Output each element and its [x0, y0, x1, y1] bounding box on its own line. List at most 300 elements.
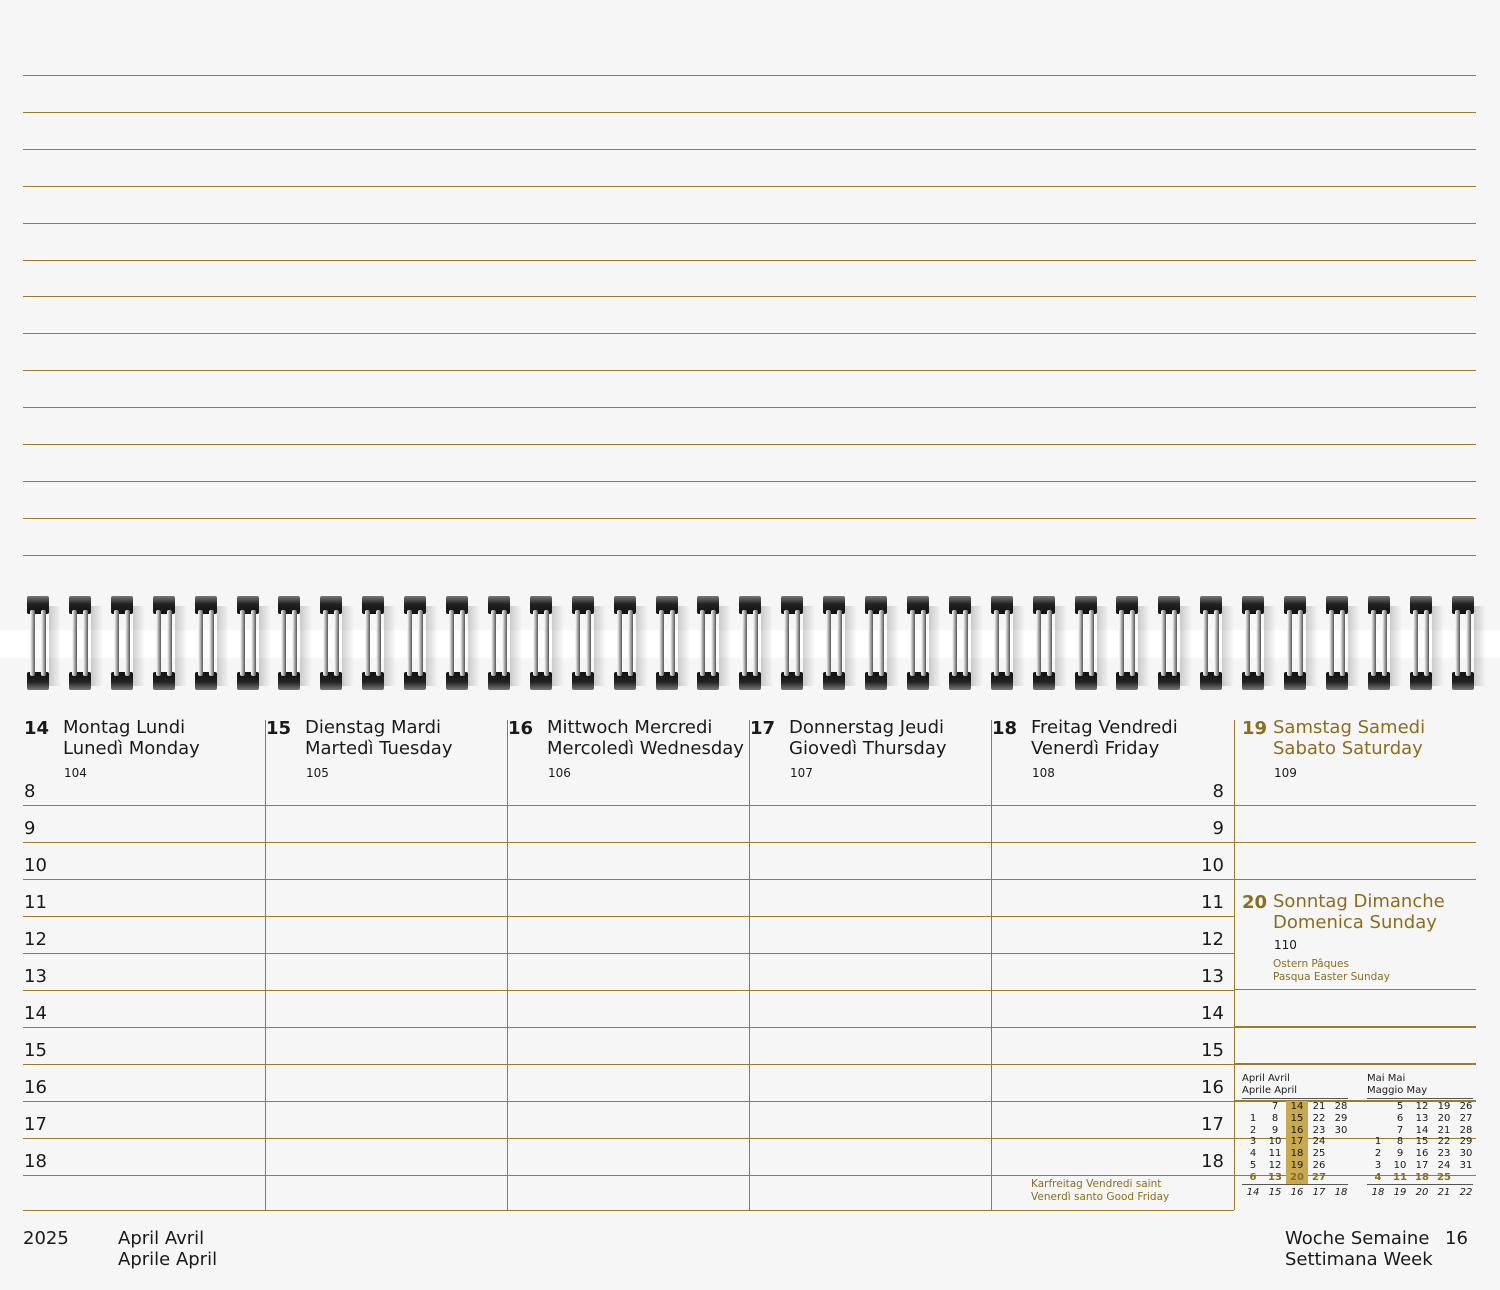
mini-day: 4: [1249, 1148, 1257, 1160]
ring-wire: [1287, 610, 1292, 676]
mini-day: 25: [1437, 1171, 1451, 1183]
ring-shadow: [1390, 606, 1402, 686]
ring-wire: [868, 610, 873, 676]
mini-week-number: 19: [1393, 1187, 1407, 1198]
mini-day: 11: [1393, 1171, 1407, 1183]
mini-day: 1: [1249, 1112, 1257, 1124]
ring-wire: [167, 610, 172, 676]
ring-wire: [1119, 610, 1124, 676]
day-of-year: 104: [64, 766, 87, 780]
ring-wire: [449, 610, 454, 676]
mini-day: 6: [1249, 1171, 1257, 1183]
hour-label-right: 10: [1201, 855, 1224, 876]
spiral-ring: [991, 596, 1013, 690]
mini-day: 11: [1268, 1148, 1282, 1160]
hour-rule: [23, 953, 1234, 954]
friday-holiday-line2: Venerdì santo Good Friday: [1031, 1191, 1170, 1203]
spiral-ring: [1410, 596, 1432, 690]
ring-wire: [544, 610, 549, 676]
hour-rule: [23, 879, 1234, 880]
notes-rule: [23, 75, 1476, 76]
ring-wire: [1413, 610, 1418, 676]
day-divider: [991, 720, 992, 1210]
hour-rule: [23, 916, 1234, 917]
ring-shadow: [552, 606, 564, 686]
ring-wire: [323, 610, 328, 676]
spiral-ring: [614, 596, 636, 690]
ring-wire: [198, 610, 203, 676]
ring-shadow: [426, 606, 438, 686]
spiral-ring: [1452, 596, 1474, 690]
saturday-name-line1: Samstag Samedi: [1273, 717, 1426, 738]
ring-shadow: [49, 606, 61, 686]
ring-wire: [586, 610, 591, 676]
ring-wire: [1078, 610, 1083, 676]
mini-day: 22: [1312, 1112, 1326, 1124]
mini-day: 9: [1396, 1148, 1404, 1160]
spiral-ring: [362, 596, 384, 690]
mini-day: 12: [1415, 1101, 1429, 1112]
mini-day: 19: [1437, 1101, 1451, 1112]
mini-day: 3: [1374, 1160, 1382, 1171]
ring-wire: [114, 610, 119, 676]
hour-label-left: 10: [24, 855, 47, 876]
mini-week-number: 21: [1437, 1187, 1451, 1198]
mini-day: 25: [1312, 1148, 1326, 1160]
ring-shadow: [384, 606, 396, 686]
ring-wire: [125, 610, 130, 676]
ring-shadow: [803, 606, 815, 686]
day-date: 18: [992, 718, 1018, 739]
mini-day: 8: [1396, 1136, 1404, 1148]
ring-shadow: [91, 606, 103, 686]
weekend-rule: [1234, 805, 1476, 806]
notes-rule: [23, 370, 1476, 371]
footer-week-number: 16: [1445, 1228, 1468, 1249]
ring-shadow: [1348, 606, 1360, 686]
hour-label-left: 17: [24, 1114, 47, 1135]
ring-wire: [1455, 610, 1460, 676]
ring-wire: [292, 610, 297, 676]
mini-day: 29: [1334, 1112, 1348, 1124]
weekend-rule: [1234, 1026, 1476, 1027]
ring-shadow: [845, 606, 857, 686]
spiral-ring: [27, 596, 49, 690]
hour-label-right: 9: [1212, 818, 1224, 839]
ring-shadow: [594, 606, 606, 686]
mini-day: 29: [1459, 1136, 1473, 1148]
ring-shadow: [342, 606, 354, 686]
ring-shadow: [1306, 606, 1318, 686]
ring-wire: [407, 610, 412, 676]
spiral-ring: [404, 596, 426, 690]
sunday-name-line2: Domenica Sunday: [1273, 912, 1437, 933]
spiral-binding: [0, 590, 1500, 695]
ring-wire: [251, 610, 256, 676]
ring-wire: [617, 610, 622, 676]
ring-wire: [334, 610, 339, 676]
ring-wire: [491, 610, 496, 676]
mini-day: 13: [1415, 1112, 1429, 1124]
ring-shadow: [1138, 606, 1150, 686]
ring-wire: [879, 610, 884, 676]
mini-day: 19: [1286, 1160, 1308, 1172]
ring-shadow: [887, 606, 899, 686]
ring-wire: [1214, 610, 1219, 676]
mini-day: 8: [1271, 1112, 1279, 1124]
day-name-line1: Donnerstag Jeudi: [789, 717, 944, 738]
ring-wire: [1424, 610, 1429, 676]
ring-wire: [41, 610, 46, 676]
mini-day: 5: [1396, 1101, 1404, 1112]
ring-wire: [502, 610, 507, 676]
ring-wire: [1203, 610, 1208, 676]
day-name-line2: Lunedì Monday: [63, 738, 200, 759]
hour-label-right: 17: [1201, 1114, 1224, 1135]
mini-day: 1: [1374, 1136, 1382, 1148]
ring-wire: [910, 610, 915, 676]
saturday-name-line2: Sabato Saturday: [1273, 738, 1423, 759]
notes-rule: [23, 296, 1476, 297]
spiral-ring: [1158, 596, 1180, 690]
spiral-ring: [278, 596, 300, 690]
ring-wire: [240, 610, 245, 676]
day-name-line1: Freitag Vendredi: [1031, 717, 1178, 738]
ring-wire: [628, 610, 633, 676]
spiral-ring: [781, 596, 803, 690]
ring-shadow: [761, 606, 773, 686]
sunday-holiday-line1: Ostern Pâques: [1273, 958, 1349, 970]
mini-may-title2: Maggio May: [1367, 1084, 1428, 1096]
sunday-name-line1: Sonntag Dimanche: [1273, 891, 1445, 912]
ring-wire: [963, 610, 968, 676]
ring-wire: [281, 610, 286, 676]
notes-rule: [23, 444, 1476, 445]
spiral-ring: [237, 596, 259, 690]
ring-wire: [795, 610, 800, 676]
spiral-ring: [907, 596, 929, 690]
mini-week-number: 18: [1371, 1187, 1385, 1198]
ring-shadow: [1013, 606, 1025, 686]
ring-wire: [1245, 610, 1250, 676]
ring-shadow: [1180, 606, 1192, 686]
ring-wire: [1298, 610, 1303, 676]
ring-wire: [1036, 610, 1041, 676]
day-of-year: 107: [790, 766, 813, 780]
mini-day: 16: [1415, 1148, 1429, 1160]
hour-label-right: 12: [1201, 929, 1224, 950]
spiral-ring: [195, 596, 217, 690]
day-date: 17: [750, 718, 776, 739]
mini-day: 23: [1437, 1148, 1451, 1160]
ring-wire: [837, 610, 842, 676]
mini-day: 12: [1268, 1160, 1282, 1171]
ring-wire: [670, 610, 675, 676]
mini-calendar-may: [1367, 1073, 1477, 1203]
day-name-line2: Mercoledì Wednesday: [547, 738, 744, 759]
ring-wire: [711, 610, 716, 676]
weekend-rule: [1234, 842, 1476, 843]
ring-wire: [1172, 610, 1177, 676]
mini-week-number: 15: [1268, 1187, 1282, 1198]
mini-day: 30: [1459, 1148, 1473, 1160]
notes-rule: [23, 149, 1476, 150]
mini-day: 4: [1374, 1171, 1382, 1183]
ring-shadow: [300, 606, 312, 686]
mini-day: 10: [1268, 1136, 1282, 1148]
day-divider: [507, 720, 508, 1210]
spiral-ring: [1033, 596, 1055, 690]
ring-wire: [1161, 610, 1166, 676]
ring-shadow: [1222, 606, 1234, 686]
ring-wire: [1382, 610, 1387, 676]
mini-day: 21: [1312, 1101, 1326, 1112]
sunday-holiday-line2: Pasqua Easter Sunday: [1273, 971, 1390, 983]
day-divider: [1234, 720, 1235, 1210]
mini-week-number: 22: [1459, 1187, 1473, 1198]
hour-label-left: 13: [24, 966, 47, 987]
hour-label-left: 12: [24, 929, 47, 950]
ring-wire: [1089, 610, 1094, 676]
ring-shadow: [678, 606, 690, 686]
spiral-ring: [320, 596, 342, 690]
ring-shadow: [510, 606, 522, 686]
mini-calendar-april: [1242, 1073, 1348, 1203]
ring-shadow: [1264, 606, 1276, 686]
spiral-ring: [1284, 596, 1306, 690]
ring-shadow: [1097, 606, 1109, 686]
ring-shadow: [719, 606, 731, 686]
spiral-ring: [1242, 596, 1264, 690]
hour-label-left: 14: [24, 1003, 47, 1024]
bottom-rule: [23, 1210, 1234, 1211]
spiral-ring: [1116, 596, 1138, 690]
ring-wire: [460, 610, 465, 676]
mini-day: 24: [1312, 1136, 1326, 1148]
mini-day: 31: [1459, 1160, 1473, 1171]
ring-shadow: [929, 606, 941, 686]
mini-day: 2: [1374, 1148, 1382, 1160]
spiral-ring: [1200, 596, 1222, 690]
weekend-rule: [1234, 989, 1476, 990]
spiral-ring: [697, 596, 719, 690]
mini-day: 26: [1312, 1160, 1326, 1171]
mini-day: 17: [1286, 1136, 1308, 1148]
mini-day: 27: [1312, 1171, 1326, 1183]
mini-week-number: 17: [1312, 1187, 1326, 1198]
ring-wire: [1256, 610, 1261, 676]
hour-label-left: 11: [24, 892, 47, 913]
hour-label-right: 14: [1201, 1003, 1224, 1024]
mini-day: 22: [1437, 1136, 1451, 1148]
mini-day: 7: [1396, 1124, 1404, 1136]
ring-wire: [1047, 610, 1052, 676]
ring-wire: [659, 610, 664, 676]
mini-day: 17: [1415, 1160, 1429, 1171]
ring-wire: [365, 610, 370, 676]
mini-day: 21: [1437, 1124, 1451, 1136]
hour-label-right: 11: [1201, 892, 1224, 913]
ring-wire: [784, 610, 789, 676]
mini-day: 15: [1286, 1113, 1308, 1125]
mini-day: 18: [1415, 1171, 1429, 1183]
notes-rule: [23, 223, 1476, 224]
ring-wire: [376, 610, 381, 676]
hour-label-right: 15: [1201, 1040, 1224, 1061]
mini-day: 28: [1334, 1101, 1348, 1112]
mini-april-title2: Aprile April: [1242, 1084, 1298, 1096]
spiral-ring: [1075, 596, 1097, 690]
ring-wire: [826, 610, 831, 676]
notes-rule: [23, 333, 1476, 334]
day-of-year: 106: [548, 766, 571, 780]
spiral-ring: [572, 596, 594, 690]
ring-wire: [156, 610, 161, 676]
ring-wire: [30, 610, 35, 676]
mini-rule: [1242, 1098, 1348, 1099]
ring-shadow: [1432, 606, 1444, 686]
day-name-line1: Montag Lundi: [63, 717, 186, 738]
ring-wire: [1466, 610, 1471, 676]
mini-day: 9: [1271, 1124, 1279, 1136]
ring-wire: [209, 610, 214, 676]
hour-label-left: 15: [24, 1040, 47, 1061]
mini-day: 24: [1437, 1160, 1451, 1171]
day-date: 16: [508, 718, 534, 739]
ring-shadow: [133, 606, 145, 686]
mini-day: 14: [1415, 1124, 1429, 1136]
mini-day: 20: [1286, 1172, 1308, 1184]
ring-shadow: [468, 606, 480, 686]
hour-label-right: 16: [1201, 1077, 1224, 1098]
mini-day: 14: [1286, 1101, 1308, 1113]
spiral-ring: [949, 596, 971, 690]
spiral-ring: [488, 596, 510, 690]
mini-week-number: 18: [1334, 1187, 1348, 1198]
day-date: 15: [266, 718, 292, 739]
day-name-line1: Mittwoch Mercredi: [547, 717, 713, 738]
mini-day: 2: [1249, 1124, 1257, 1136]
hour-label-left: 9: [24, 818, 36, 839]
day-divider: [749, 720, 750, 1210]
sunday-date: 20: [1242, 892, 1268, 913]
spiral-ring: [153, 596, 175, 690]
notes-rule: [23, 555, 1476, 556]
mini-day: 6: [1396, 1112, 1404, 1124]
spiral-ring: [1368, 596, 1390, 690]
ring-wire: [921, 610, 926, 676]
mini-week-number: 16: [1290, 1187, 1304, 1198]
notes-rule: [23, 186, 1476, 187]
day-name-line2: Giovedì Thursday: [789, 738, 947, 759]
hour-label-left: 8: [24, 781, 36, 802]
ring-wire: [952, 610, 957, 676]
notes-rule: [23, 260, 1476, 261]
day-date: 14: [24, 718, 50, 739]
ring-wire: [1371, 610, 1376, 676]
mini-day: 13: [1268, 1171, 1282, 1183]
mini-day: 15: [1415, 1136, 1429, 1148]
ring-wire: [533, 610, 538, 676]
ring-wire: [1340, 610, 1345, 676]
hour-label-left: 18: [24, 1151, 47, 1172]
ring-shadow: [1055, 606, 1067, 686]
spiral-ring: [530, 596, 552, 690]
day-name-line2: Venerdì Friday: [1031, 738, 1160, 759]
mini-day: 10: [1393, 1160, 1407, 1171]
ring-wire: [700, 610, 705, 676]
ring-shadow: [217, 606, 229, 686]
ring-shadow: [1474, 606, 1486, 686]
day-of-year: 105: [306, 766, 329, 780]
weekend-rule: [1234, 1063, 1476, 1064]
mini-rule: [1367, 1098, 1473, 1099]
ring-wire: [742, 610, 747, 676]
spiral-ring: [656, 596, 678, 690]
hour-label-right: 18: [1201, 1151, 1224, 1172]
day-name-line2: Martedì Tuesday: [305, 738, 453, 759]
mini-week-number: 20: [1415, 1187, 1429, 1198]
friday-holiday-line1: Karfreitag Vendredi saint: [1031, 1178, 1162, 1190]
mini-day: 16: [1286, 1125, 1308, 1137]
mini-week-number: 14: [1246, 1187, 1260, 1198]
spiral-ring: [69, 596, 91, 690]
footer-year: 2025: [23, 1228, 69, 1249]
mini-rule: [1367, 1184, 1473, 1185]
notes-rule: [23, 481, 1476, 482]
footer-week-line1: Woche Semaine: [1285, 1228, 1430, 1249]
day-name-line1: Dienstag Mardi: [305, 717, 442, 738]
mini-day: 28: [1459, 1124, 1473, 1136]
notes-rule: [23, 112, 1476, 113]
spiral-ring: [111, 596, 133, 690]
mini-day: 18: [1286, 1148, 1308, 1160]
footer-month-line1: April Avril: [118, 1228, 205, 1249]
ring-wire: [418, 610, 423, 676]
footer-week-line2: Settimana Week: [1285, 1249, 1433, 1270]
hour-rule: [23, 990, 1234, 991]
mini-day: 30: [1334, 1124, 1348, 1136]
ring-wire: [575, 610, 580, 676]
saturday-date: 19: [1242, 718, 1268, 739]
spiral-ring: [446, 596, 468, 690]
mini-day: 5: [1249, 1160, 1257, 1171]
ring-shadow: [259, 606, 271, 686]
ring-wire: [753, 610, 758, 676]
spiral-ring: [823, 596, 845, 690]
spiral-ring: [739, 596, 761, 690]
footer-month-line2: Aprile April: [118, 1249, 218, 1270]
ring-wire: [1329, 610, 1334, 676]
ring-wire: [1130, 610, 1135, 676]
mini-day: 23: [1312, 1124, 1326, 1136]
notes-rule: [23, 407, 1476, 408]
ring-wire: [1005, 610, 1010, 676]
mini-day: 27: [1459, 1112, 1473, 1124]
hour-label-left: 16: [24, 1077, 47, 1098]
mini-day: 20: [1437, 1112, 1451, 1124]
saturday-day-of-year: 109: [1274, 766, 1297, 780]
mini-day: 26: [1459, 1101, 1473, 1112]
mini-may-title1: Mai Mai: [1367, 1073, 1406, 1084]
hour-label-right: 8: [1212, 781, 1224, 802]
ring-wire: [994, 610, 999, 676]
spiral-ring: [865, 596, 887, 690]
day-divider: [265, 720, 266, 1210]
notes-rule: [23, 518, 1476, 519]
ring-wire: [72, 610, 77, 676]
mini-day: 3: [1249, 1136, 1257, 1148]
